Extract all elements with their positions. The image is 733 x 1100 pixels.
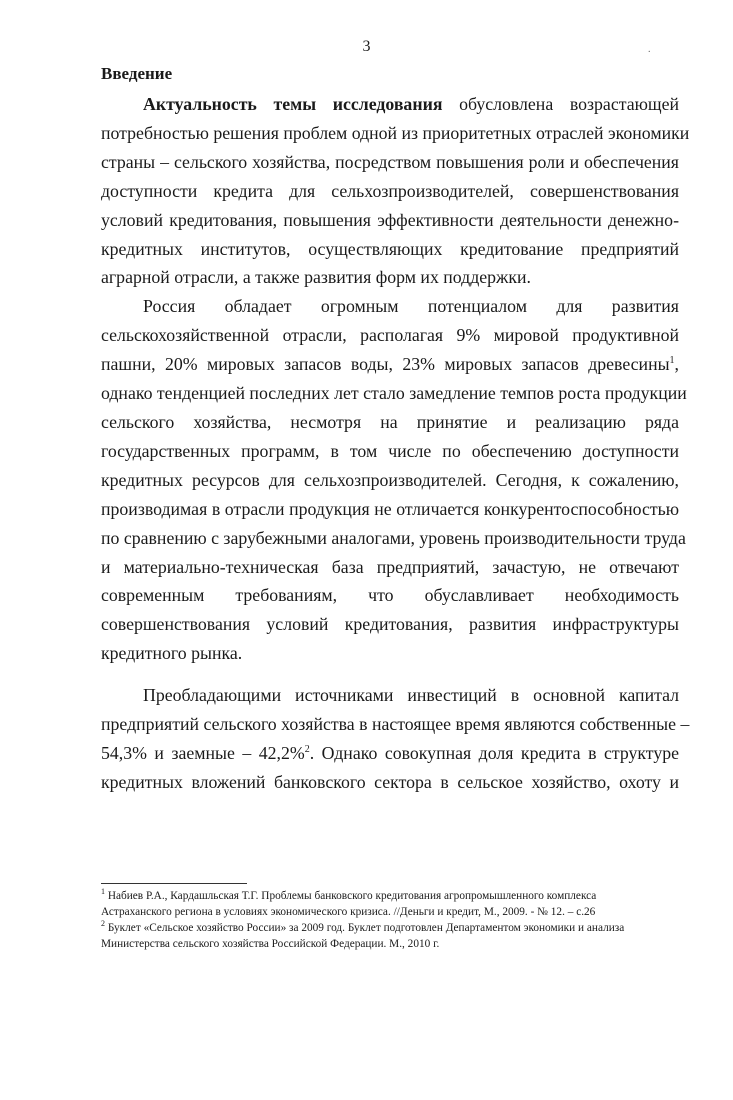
paragraph-line: потребностью решения проблем одной из приоритетных отраслей экономики <box>101 122 690 143</box>
paragraph-line: кредитного рынка. <box>101 643 243 664</box>
paragraph-line: страны – сельского хозяйства, посредством повышения роли и обеспечения <box>101 151 679 172</box>
footnote-line <box>101 920 679 936</box>
paragraph-line: сельскохозяйственной отрасли, располагая 9% мировой продуктивной <box>101 325 679 346</box>
page-number: 3 <box>362 38 371 55</box>
paragraph-line: по сравнению с зарубежными аналогами, уровень производительности труда <box>101 527 686 548</box>
paragraph-line: аграрной отрасли, а также развития форм их поддержки. <box>101 267 531 288</box>
footnote-line <box>101 888 679 904</box>
section-heading: Введение <box>101 64 173 83</box>
paragraph-line: предприятий сельского хозяйства в настоящее время являются собственные – <box>101 714 690 735</box>
paragraph-line: доступности кредита для сельхозпроизводителей, совершенствования <box>101 180 679 201</box>
bold-lead: Актуальность темы исследования <box>143 94 443 114</box>
footnote-text: Буклет «Сельское хозяйство России» за 2009 год. Буклет подготовлен Департаментом экономики и анализа <box>107 922 625 934</box>
line-text: , <box>674 354 679 375</box>
main-text <box>101 64 690 797</box>
footnote-line: Министерства сельского хозяйства Российской Федерации. М., 2010 г. <box>101 938 440 950</box>
footnote-ref[interactable]: 1 <box>669 355 675 367</box>
paragraph-line: сельского хозяйства, несмотря на принятие и реализацию ряда <box>101 411 679 432</box>
paragraph-line: Преобладающими источниками инвестиций в основной капитал <box>143 685 679 706</box>
paragraph-russia <box>101 292 687 668</box>
line-text: 54,3% и заемные – 42,2% <box>101 742 305 763</box>
paragraph-relevance <box>101 90 690 292</box>
paragraph-line: современным требованиям, что обуславливает необходимость <box>101 585 679 606</box>
paragraph-line: Россия обладает огромным потенциалом для развития <box>143 296 679 317</box>
line-text: обусловлена возрастающей <box>459 94 679 114</box>
line-text: . Однако совокупная доля кредита в структуре <box>309 742 680 763</box>
paragraph-line: кредитных институтов, осуществляющих кредитование предприятий <box>101 238 679 259</box>
paragraph-line: кредитных вложений банковского сектора в сельское хозяйство, охоту и <box>101 771 679 792</box>
corner-mark: . <box>648 44 651 55</box>
paragraph-line: однако тенденцией последних лет стало замедление темпов роста продукции <box>101 383 687 404</box>
footnote-line: Астраханского региона в условиях экономического кризиса. //Деньги и кредит, М., 2009. - № 12. – с.26 <box>101 906 596 918</box>
paragraph-line <box>101 739 679 768</box>
footnote-separator <box>101 883 247 884</box>
paragraph-line: государственных программ, в том числе по обеспечению доступности <box>101 440 679 461</box>
paragraph-line: условий кредитования, повышения эффективности деятельности денежно- <box>101 209 679 230</box>
paragraph-line: производимая в отрасли продукция не отличается конкурентоспособностью <box>101 498 679 519</box>
footnote-ref[interactable]: 2 <box>304 744 310 756</box>
paragraph-investments <box>101 681 690 797</box>
footnote-marker: 2 <box>101 919 105 929</box>
paragraph-line <box>101 90 679 119</box>
paragraph-line: кредитных ресурсов для сельхозпроизводителей. Сегодня, к сожалению, <box>101 469 679 490</box>
line-text: пашни, 20% мировых запасов воды, 23% мировых запасов древесины <box>101 354 670 375</box>
paragraph-line: и материально-техническая база предприятий, зачастую, не отвечают <box>101 556 679 577</box>
footnote-marker: 1 <box>101 887 105 897</box>
footnote-text: Набиев Р.А., Кардашльская Т.Г. Проблемы банковского кредитования агропромышленного комплекса <box>107 890 597 902</box>
paragraph-line: совершенствования условий кредитования, развития инфраструктуры <box>101 614 679 635</box>
paragraph-line <box>101 350 679 379</box>
footnotes <box>101 888 679 952</box>
